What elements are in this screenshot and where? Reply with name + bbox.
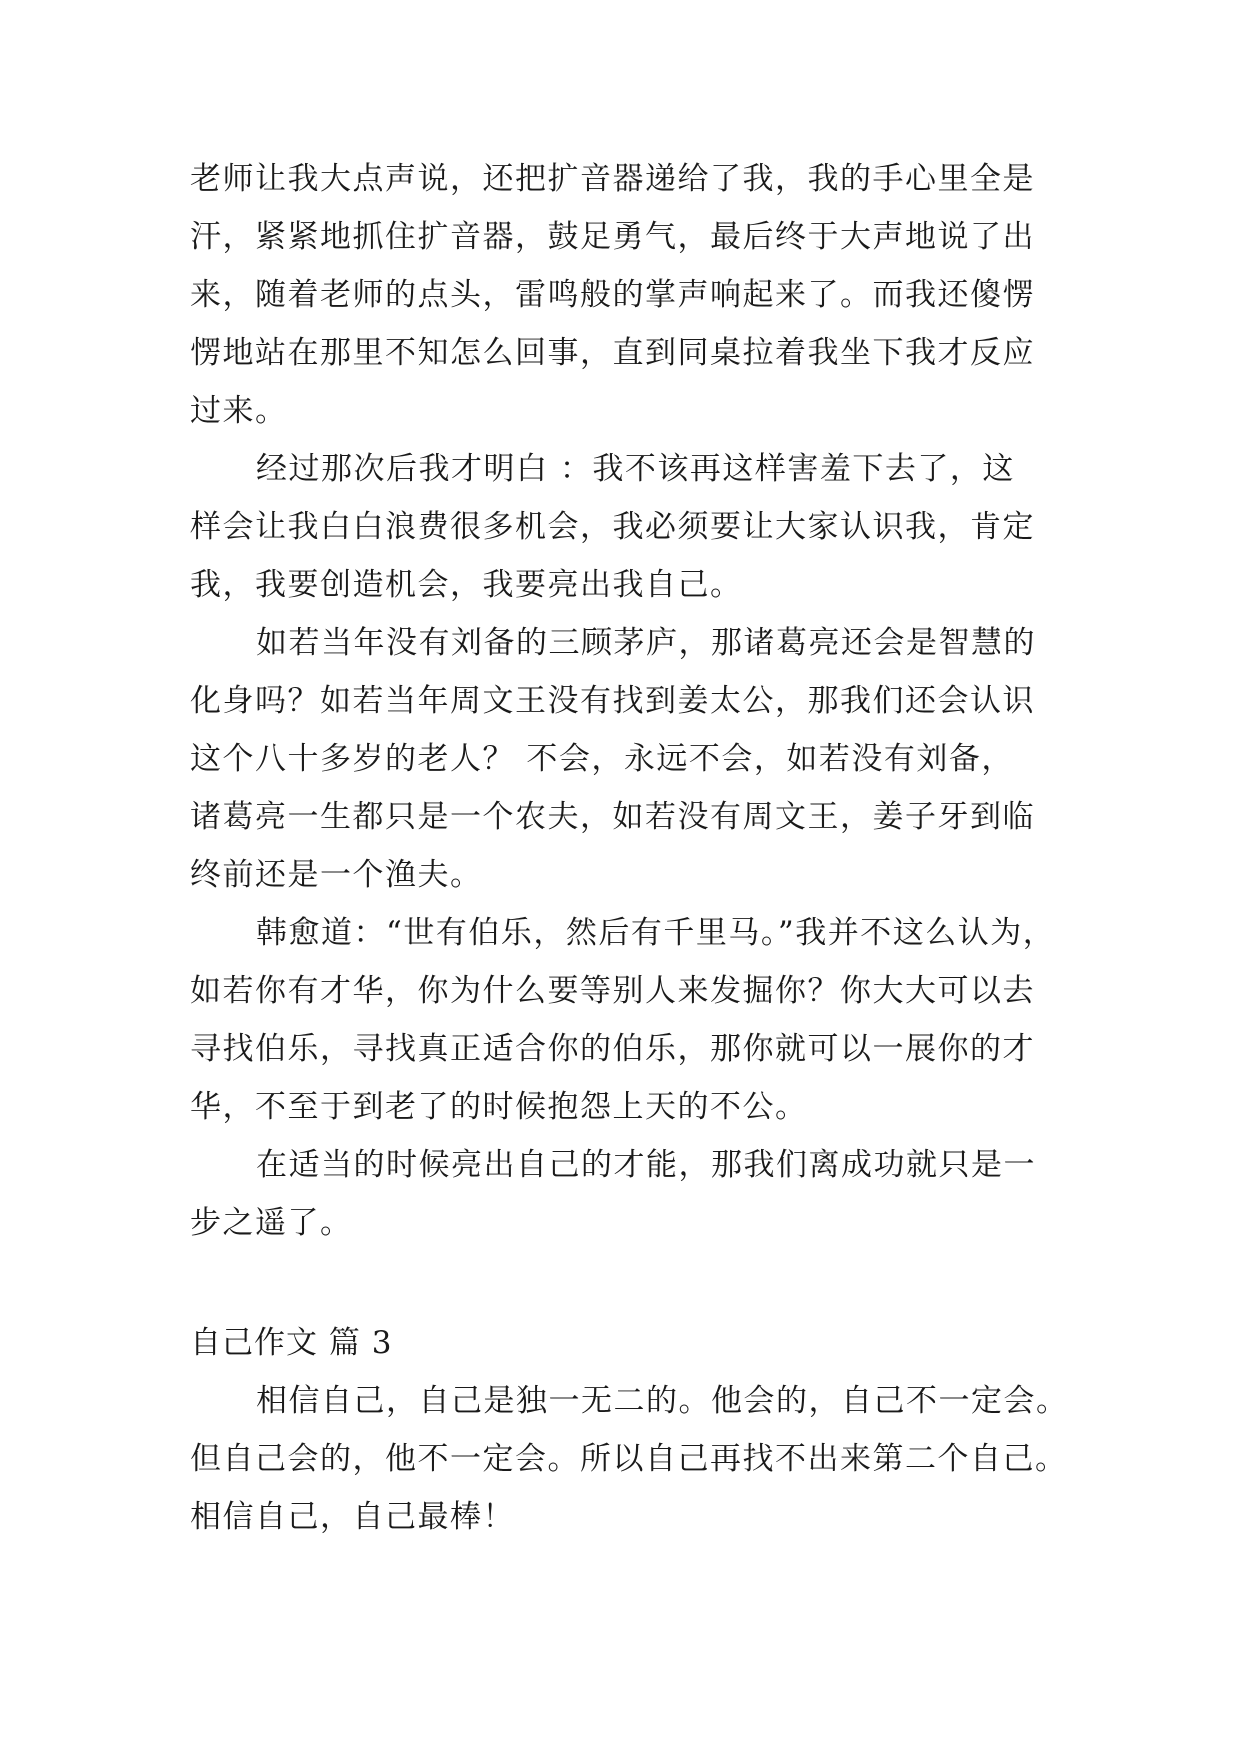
text-line: 愣地站在那里不知怎么回事，直到同桌拉着我坐下我才反应 xyxy=(190,335,1035,371)
text-line: 如若你有才华，你为什么要等别人来发掘你？你大大可以去 xyxy=(190,973,1035,1009)
text-line: 样会让我白白浪费很多机会，我必须要让大家认识我，肯定 xyxy=(190,509,1035,545)
text-line: 华，不至于到老了的时候抱怨上天的不公。 xyxy=(190,1089,808,1125)
section-heading: 自己作文 篇 3 xyxy=(190,1325,393,1361)
text-line: 这个八十多岁的老人？ 不会，永远不会，如若没有刘备， xyxy=(190,741,1014,777)
paragraph xyxy=(190,614,1052,904)
text-line: 寻找伯乐，寻找真正适合你的伯乐，那你就可以一展你的才 xyxy=(190,1031,1035,1067)
paragraph xyxy=(190,904,1056,1136)
paragraph xyxy=(190,1372,1069,1546)
text-line: 如若当年没有刘备的三顾茅庐，那诸葛亮还会是智慧的 xyxy=(256,625,1036,661)
text-line: 过来。 xyxy=(190,393,288,429)
text-line: 老师让我大点声说，还把扩音器递给了我，我的手心里全是 xyxy=(190,161,1035,197)
text-line: 我，我要创造机会，我要亮出我自己。 xyxy=(190,567,743,603)
text-line: 韩愈道：“世有伯乐，然后有千里马。”我并不这么认为， xyxy=(256,915,1056,951)
text-line: 经过那次后我才明白 ：我不该再这样害羞下去了，这 xyxy=(256,451,1015,487)
text-line: 相信自己，自己最棒！ xyxy=(190,1499,515,1535)
text-line: 但自己会的，他不一定会。所以自己再找不出来第二个自己。 xyxy=(190,1441,1068,1477)
text-line: 相信自己，自己是独一无二的。他会的，自己不一定会。 xyxy=(256,1383,1069,1419)
paragraph xyxy=(190,1136,1052,1252)
document-page xyxy=(190,150,1069,1546)
text-line: 诸葛亮一生都只是一个农夫，如若没有周文王，姜子牙到临 xyxy=(190,799,1035,835)
text-line: 在适当的时候亮出自己的才能，那我们离成功就只是一 xyxy=(256,1147,1036,1183)
text-line: 来，随着老师的点头，雷鸣般的掌声响起来了。而我还傻愣 xyxy=(190,277,1035,313)
section-gap xyxy=(190,1252,1052,1314)
text-line: 终前还是一个渔夫。 xyxy=(190,857,483,893)
text-line: 化身吗？如若当年周文王没有找到姜太公，那我们还会认识 xyxy=(190,683,1035,719)
paragraph xyxy=(190,150,1052,440)
text-line: 步之遥了。 xyxy=(190,1205,353,1241)
text-line: 汗，紧紧地抓住扩音器，鼓足勇气，最后终于大声地说了出 xyxy=(190,219,1035,255)
paragraph xyxy=(190,440,1052,614)
